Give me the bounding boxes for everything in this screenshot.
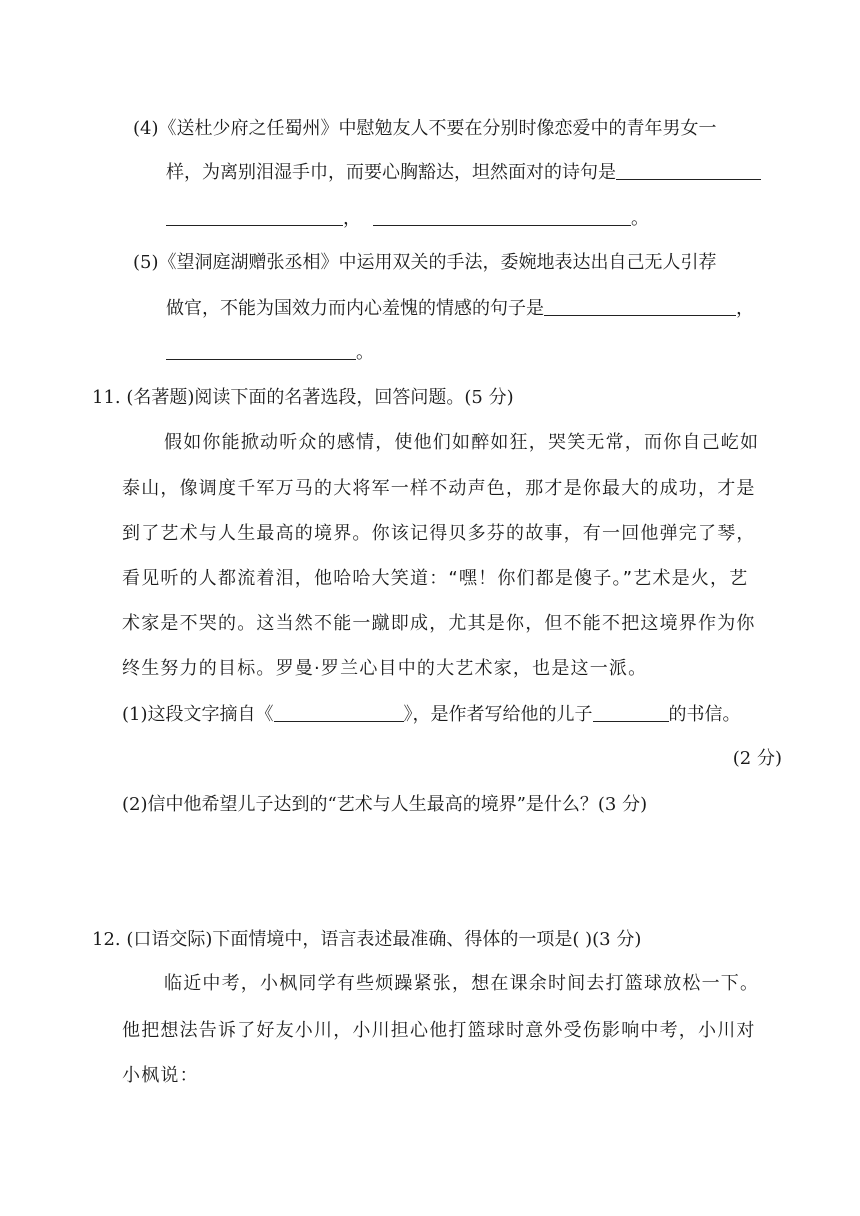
q11-sub2: (2)信中他希望儿子达到的“艺术与人生最高的境界”是什么？(3 分) [122, 794, 648, 815]
comma: ， [736, 298, 754, 319]
q11-passage-line: 泰山，像调度千军万马的大将军一样不动声色，那才是你最大的成功，才是 [122, 478, 756, 499]
q11-sub1-text-b: 》，是作者写给他的儿子 [403, 704, 593, 725]
answer-blank[interactable] [166, 341, 356, 360]
answer-blank-son-name[interactable] [593, 703, 669, 722]
q11-passage-line: 到了艺术与人生最高的境界。你该记得贝多芬的故事，有一回他弹完了琴， [122, 523, 756, 544]
q12-passage-line: 临近中考，小枫同学有些烦躁紧张，想在课余时间去打篮球放松一下。 [164, 973, 760, 994]
q11-passage-line: 术家是不哭的。这当然不能一蹴即成，尤其是你，但不能不把这境界作为你 [122, 613, 756, 634]
answer-blank[interactable] [616, 161, 761, 180]
q11-passage-line: 假如你能掀动听众的感情，使他们如醉如狂，哭笑无常，而你自己屹如 [164, 432, 760, 453]
q12-passage-line: 小枫说： [122, 1065, 199, 1086]
comma: ， [343, 208, 361, 229]
answer-blank[interactable] [373, 207, 631, 226]
q11-sub1 [122, 702, 741, 728]
q10-5-line1: (5)《望洞庭湖赠张丞相》中运用双关的手法，委婉地表达出自己无人引荐 [133, 252, 717, 273]
q11-sub1-text-c: 的书信。 [668, 704, 741, 725]
answer-blank-book-title[interactable] [274, 703, 404, 722]
q10-5-line2 [166, 296, 754, 322]
period: 。 [631, 208, 649, 229]
q11-header: 11. (名著题)阅读下面的名著选段，回答问题。(5 分) [92, 387, 514, 408]
q10-4-line2 [166, 160, 761, 186]
q10-4-line2-text: 样，为离别泪湿手巾，而要心胸豁达，坦然面对的诗句是 [166, 162, 616, 183]
answer-blank[interactable] [166, 207, 343, 226]
q11-sub1-text-a: (1)这段文字摘自《 [122, 704, 274, 725]
q10-4-line1: (4)《送杜少府之任蜀州》中慰勉友人不要在分别时像恋爱中的青年男女一 [133, 118, 717, 139]
q10-5-line3 [166, 340, 374, 366]
q12-header: 12. (口语交际)下面情境中，语言表述最准确、得体的一项是( )(3 分) [92, 929, 642, 950]
period: 。 [356, 342, 374, 363]
q11-passage-line: 终生努力的目标。罗曼·罗兰心目中的大艺术家，也是这一派。 [122, 658, 648, 679]
q10-4-line3 [166, 206, 649, 232]
q11-sub1-score: (2 分) [732, 748, 782, 769]
q10-5-line2-text: 做官，不能为国效力而内心羞愧的情感的句子是 [166, 298, 544, 319]
q12-passage-line: 他把想法告诉了好友小川，小川担心他打篮球时意外受伤影响中考，小川对 [122, 1020, 756, 1041]
q11-passage-line: 看见听的人都流着泪，他哈哈大笑道：“嘿！你们都是傻子。”艺术是火，艺 [122, 568, 749, 589]
answer-blank[interactable] [544, 297, 736, 316]
